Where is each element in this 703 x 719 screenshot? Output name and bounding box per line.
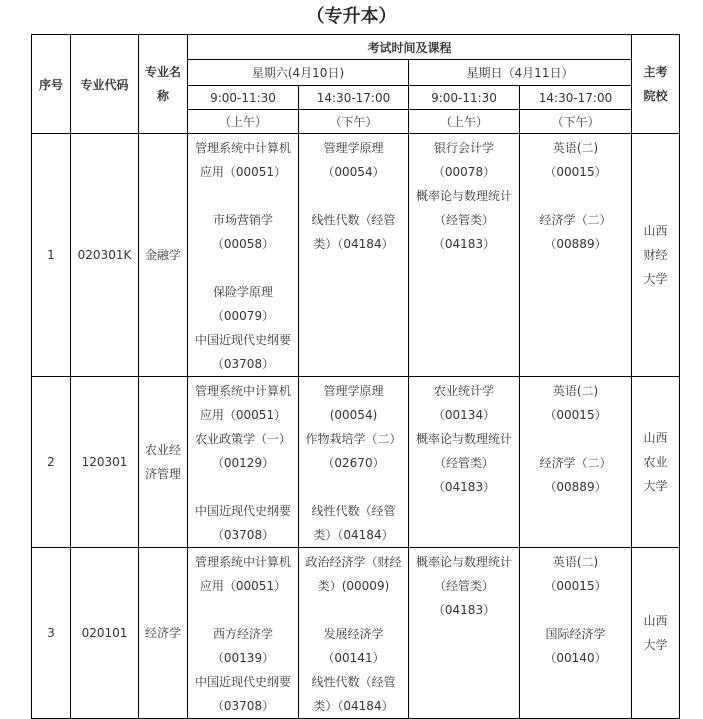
- cell-line: 线性代数（经管: [311, 213, 396, 227]
- cell-line: 类）（04184）: [313, 699, 394, 713]
- cell-line: 管理学原理: [323, 384, 384, 398]
- header-major: [139, 35, 188, 134]
- header-time-sat-am: 9:00-11:30: [188, 86, 299, 110]
- cell-line: （00015）: [544, 408, 607, 422]
- cell-line: 中国近现代史纲要: [194, 675, 291, 689]
- header-am-sun: （上午）: [409, 110, 520, 134]
- table-row: [32, 548, 680, 719]
- cell-line: 山西: [643, 224, 668, 238]
- table-row: [32, 134, 680, 377]
- cell-line: 中国近现代史纲要: [194, 504, 291, 518]
- cell-line: 管理系统中计算机: [194, 141, 291, 155]
- cell-line: 经济学（二）: [539, 213, 612, 227]
- cell-line: （03708）: [211, 528, 275, 542]
- cell-line: (00054): [329, 408, 378, 422]
- cell-line: 国际经济学: [545, 627, 606, 641]
- header-day-sun: 星期日（4月11日）: [409, 60, 632, 86]
- course-cell-sun-pm: [520, 134, 632, 377]
- header-code: 专业代码: [71, 35, 139, 134]
- cell-line: 经济学: [144, 626, 181, 640]
- cell-line: 应用（00051）: [199, 408, 287, 422]
- cell-line: （00078）: [432, 165, 496, 179]
- cell-line: 作物栽培学（二）: [305, 432, 402, 446]
- header-major-line: 专业名: [144, 65, 181, 79]
- cell-line: 类）(00009): [317, 579, 390, 593]
- cell-line: 市场营销学: [212, 213, 273, 227]
- cell-line: 应用（00051）: [199, 579, 287, 593]
- exam-schedule-table: [31, 34, 680, 719]
- course-cell-sun-pm: [520, 548, 632, 719]
- cell-line: 概率论与数理统计: [415, 432, 512, 446]
- page-title: （专升本）: [306, 6, 397, 27]
- cell-line: 应用（00051）: [199, 165, 287, 179]
- cell-line: （00015）: [544, 165, 607, 179]
- course-cell-sat-am: [188, 377, 299, 548]
- cell-line: 管理系统中计算机: [194, 384, 291, 398]
- row-code: 020301K: [71, 134, 139, 377]
- row-major: [139, 377, 188, 548]
- cell-line: 农业统计学: [433, 384, 494, 398]
- row-code: 120301: [71, 377, 139, 548]
- cell-line: 类）（04184）: [313, 237, 394, 251]
- cell-line: 农业: [643, 455, 668, 469]
- course-cell-sun-am: [409, 134, 520, 377]
- cell-line: （02670）: [322, 456, 385, 470]
- cell-line: 线性代数（经管: [311, 675, 396, 689]
- row-seq: 3: [32, 548, 71, 719]
- cell-line: （04183）: [432, 603, 496, 617]
- cell-line: 银行会计学: [433, 141, 494, 155]
- cell-line: （00139）: [211, 651, 275, 665]
- header-major-line: 称: [156, 89, 169, 103]
- header-day-sat: 星期六(4月10日): [188, 60, 409, 86]
- row-major: [139, 134, 188, 377]
- header-pm-sat: （下午）: [299, 110, 409, 134]
- cell-line: 英语(二): [552, 141, 599, 155]
- cell-line: 大学: [643, 638, 668, 652]
- cell-line: 经济学（二）: [539, 456, 612, 470]
- cell-line: （00134）: [432, 408, 496, 422]
- cell-line: （00140）: [544, 651, 607, 665]
- course-cell-sun-am: [409, 377, 520, 548]
- row-major: [139, 548, 188, 719]
- header-time-sun-am: 9:00-11:30: [409, 86, 520, 110]
- cell-line: （00889）: [544, 480, 607, 494]
- row-school: [632, 548, 680, 719]
- table-row: [32, 377, 680, 548]
- header-school-line: 院校: [643, 89, 668, 103]
- cell-line: （00889）: [544, 237, 607, 251]
- cell-line: （经管类）: [433, 456, 494, 470]
- cell-line: （00054）: [322, 165, 385, 179]
- header-time-sat-pm: 14:30-17:00: [299, 86, 409, 110]
- header-am-sat: （上午）: [188, 110, 299, 134]
- course-cell-sat-pm: [299, 134, 409, 377]
- header-time-sun-pm: 14:30-17:00: [520, 86, 632, 110]
- cell-line: 农业政策学（一）: [194, 432, 291, 446]
- header-school-line: 主考: [643, 65, 668, 79]
- cell-line: （00141）: [322, 651, 385, 665]
- header-school: [632, 35, 680, 134]
- cell-line: 管理系统中计算机: [194, 555, 291, 569]
- cell-line: 管理学原理: [323, 141, 384, 155]
- cell-line: 西方经济学: [212, 627, 273, 641]
- cell-line: 线性代数（经管: [311, 504, 396, 518]
- cell-line: 概率论与数理统计: [415, 189, 512, 203]
- cell-line: 金融学: [144, 248, 181, 262]
- cell-line: 发展经济学: [323, 627, 384, 641]
- cell-line: 政治经济学（财经: [305, 555, 402, 569]
- cell-line: （经管类）: [433, 213, 494, 227]
- cell-line: 济管理: [144, 467, 181, 481]
- cell-line: （03708）: [211, 357, 275, 371]
- cell-line: 山西: [643, 614, 668, 628]
- course-cell-sun-am: [409, 548, 520, 719]
- cell-line: 财经: [643, 248, 668, 262]
- cell-line: 山西: [643, 431, 668, 445]
- header-pm-sun: （下午）: [520, 110, 632, 134]
- cell-line: 大学: [643, 479, 668, 493]
- cell-line: 农业经: [144, 443, 181, 457]
- cell-line: 中国近现代史纲要: [194, 333, 291, 347]
- cell-line: （03708）: [211, 699, 275, 713]
- course-cell-sat-am: [188, 134, 299, 377]
- cell-line: 保险学原理: [212, 285, 273, 299]
- header-seq: 序号: [32, 35, 71, 134]
- header-exam: 考试时间及课程: [188, 35, 632, 60]
- course-cell-sun-pm: [520, 377, 632, 548]
- cell-line: 英语(二): [552, 555, 599, 569]
- course-cell-sat-pm: [299, 377, 409, 548]
- row-seq: 2: [32, 377, 71, 548]
- course-cell-sat-am: [188, 548, 299, 719]
- row-code: 020101: [71, 548, 139, 719]
- cell-line: 英语(二): [552, 384, 599, 398]
- cell-line: （04183）: [432, 237, 496, 251]
- cell-line: 概率论与数理统计: [415, 555, 512, 569]
- course-cell-sat-pm: [299, 548, 409, 719]
- cell-line: （00058）: [211, 237, 275, 251]
- row-school: [632, 377, 680, 548]
- cell-line: （00015）: [544, 579, 607, 593]
- row-school: [632, 134, 680, 377]
- cell-line: 类）（04184）: [313, 528, 394, 542]
- cell-line: （00129）: [211, 456, 275, 470]
- cell-line: （经管类）: [433, 579, 494, 593]
- row-seq: 1: [32, 134, 71, 377]
- cell-line: 大学: [643, 272, 668, 286]
- cell-line: （00079）: [211, 309, 275, 323]
- cell-line: （04183）: [432, 480, 496, 494]
